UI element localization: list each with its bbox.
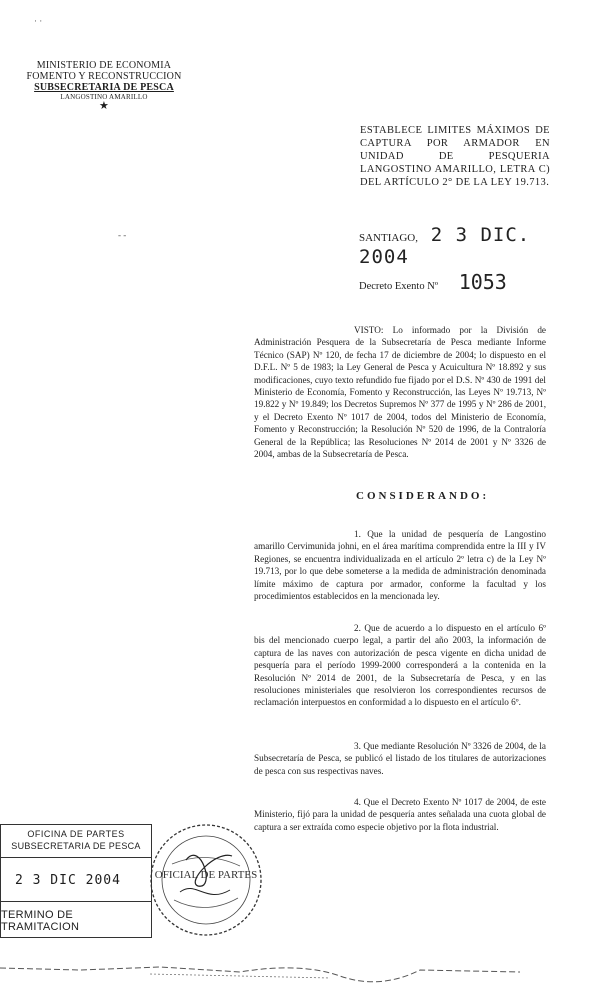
ministry-line-1: MINISTERIO DE ECONOMIA [36, 60, 172, 71]
decree-label: Decreto Exento Nº [359, 281, 439, 292]
stray-mark: - - [118, 230, 127, 240]
subsecretaria-line: SUBSECRETARIA DE PESCA [34, 82, 174, 93]
star-icon: ★ [98, 100, 110, 112]
date-stamp: 2 3 DIC. 2004 [359, 224, 531, 268]
seal-center-text: OFICIAL DE PARTES [154, 869, 258, 881]
date-place: SANTIAGO, [359, 232, 418, 244]
stamp-status: TERMINO DE TRAMITACION [1, 909, 80, 933]
stamp-subsecretaria-line: SUBSECRETARIA DE PESCA [11, 841, 141, 851]
stamp-date: 2 3 DIC 2004 [15, 873, 121, 888]
considerando-item [254, 796, 546, 833]
considerando-text: 1. Que la unidad de pesquería de Langostino amarillo Cervimunida johni, en el área marítima comprendida entre la III y IV Regiones, se encuentra individualizada en el artículo 2º letra c) de la Ley Nº 19.713, por lo que debe someterse a la medida de administración denominada límite máximo de captura por armador, conforme la facultad y los procedimientos establecidos en la mencionada ley. [254, 529, 546, 602]
considerando-item [254, 740, 546, 777]
ministry-line-2: FOMENTO Y RECONSTRUCCION [26, 71, 182, 82]
decree-number-line [359, 270, 559, 294]
visto-paragraph [254, 324, 546, 460]
considerando-text: 4. Que el Decreto Exento Nº 1017 de 2004, de este Ministerio, fijó para la unidad de pesquería antes señalada una cuota global de captura a ser extraída como especie objetivo por la flota industrial. [254, 797, 546, 832]
decree-title: ESTABLECE LIMITES MÁXIMOS DE CAPTURA POR ARMADOR EN UNIDAD DE PESQUERIA LANGOSTINO AMARILLO, LETRA C) DEL ARTÍCULO 2° DE LA LEY 19.713. [360, 125, 550, 188]
stamp-office-line: OFICINA DE PARTES [27, 829, 125, 839]
date-line [359, 224, 559, 268]
stray-mark: · · [34, 16, 43, 26]
ministry-header [14, 60, 194, 112]
official-seal-icon [146, 820, 266, 940]
considerando-item [254, 528, 546, 602]
considerando-heading: CONSIDERANDO: [356, 490, 490, 502]
signature-scribble-icon [0, 954, 600, 984]
considerando-text: 3. Que mediante Resolución Nº 3326 de 2004, de la Subsecretaría de Pesca, se publicó el listado de los titulares de autorizaciones de pesca con sus respectivas naves. [254, 741, 546, 776]
considerando-item [254, 622, 546, 709]
considerando-text: 2. Que de acuerdo a lo dispuesto en el artículo 6º bis del mencionado cuerpo legal, a partir del año 2003, la información de captura de las naves con autorización de pesca vigente en dicha unidad de pesquería para el período 1999-2000 corresponderá a la contenida en la Resolución Nº 2014 de 2001, de la Subsecretaría de Pesca, y en las resoluciones ministeriales que resolvieron los correspondientes recursos de reclamación interpuestos en conformidad a lo dispuesto en el artículo 6º. [254, 623, 546, 708]
decree-number: 1053 [458, 270, 507, 294]
visto-text: VISTO: Lo informado por la División de Administración Pesquera de la Subsecretaría de Pesca mediante Informe Técnico (SAP) Nº 120, de fecha 17 de diciembre de 2004; lo dispuesto en el D.F.L. Nº 5 de 1983; la Ley General de Pesca y Acuicultura Nº 18.892 y sus modificaciones, cuyo texto refundido fue fijado por el D.S. Nº 430 de 1991 del Ministerio de Economía, Fomento y Reconstrucción, las Leyes Nº 19.713, Nº 19.822 y Nº 19.849; los Decretos Supremos Nº 377 de 1995 y Nº 286 de 2001, y el Decreto Exento Nº 1017 de 2004, todos del Ministerio de Economía, Fomento y Reconstrucción; la Resolución Nº 520 de 1996, de la Contraloría General de la República; las Resoluciones Nº 2014 de 2001 y Nº 3326 de 2004, ambas de la Subsecretaría de Pesca. [254, 325, 546, 460]
unit-line: LANGOSTINO AMARILLO [60, 93, 148, 101]
office-stamp [0, 824, 152, 938]
